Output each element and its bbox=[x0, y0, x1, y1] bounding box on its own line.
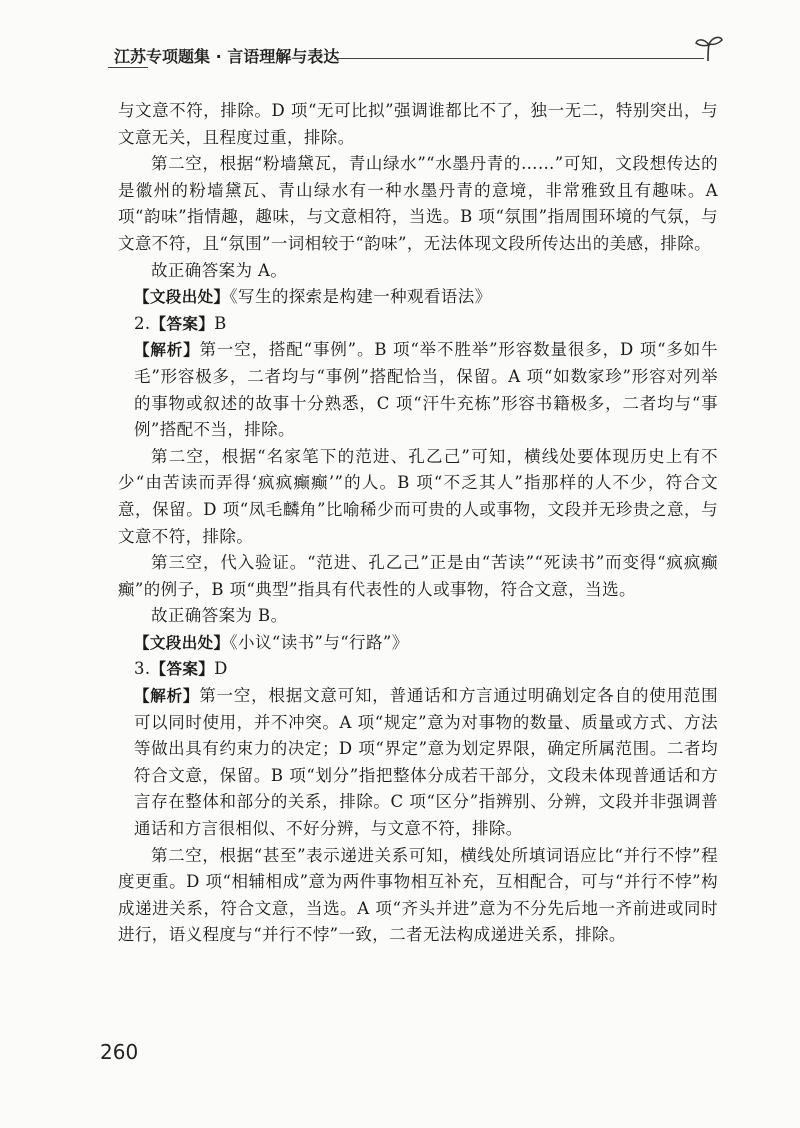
answer-value: D bbox=[214, 659, 228, 679]
page-number: 260 bbox=[100, 1040, 139, 1064]
answer-tag: 【答案】 bbox=[150, 660, 215, 679]
q3-analysis-p2: 第二空，根据“甚至”表示递进关系可知，横线处所填词语应比“并行不悖”程度更重。D 项“相辅相成”意为两件事物相互补充，互相配合，可与“并行不悖”构成递进关系，符合文意，当选。A 项“齐头并进”意为不分先后地一齐前进或同时进行，语义程度与“并行不悖”一致，二者无法构成递进关系，排除。 bbox=[118, 845, 718, 945]
question-number: 2. bbox=[134, 313, 151, 333]
q2-analysis-p3: 第三空，代入验证。“范进、孔乙己”正是由“苦读”“死读书”而变得“疯疯癫癫”的例子，B 项“典型”指具有代表性的人或事物，符合文意，当选。 bbox=[118, 553, 718, 599]
source-tag: 【文段出处】 bbox=[134, 633, 230, 652]
analysis-tag: 【解析】 bbox=[134, 687, 200, 706]
q3-analysis-p1 bbox=[118, 683, 718, 843]
header-rule-short bbox=[108, 67, 148, 68]
q2-answer-line bbox=[118, 311, 718, 338]
source-title: 《写生的探索是构建一种观看语法》 bbox=[229, 287, 492, 307]
source-tag: 【文段出处】 bbox=[134, 288, 230, 307]
paragraph-second-blank: 第二空，根据“粉墙黛瓦，青山绿水”“水墨丹青的……”可知，文段想传达的是徽州的粉墙黛瓦、青山绿水有一种水墨丹青的意境，非常雅致且有趣味。A 项“韵味”指情趣，趣味，与文意相符，当选。B 项“氛围”指周围环境的气氛，与文意不符，且“氛围”一词相较于“韵味”，无法体现文段所传达出的美感，排除。 bbox=[118, 154, 718, 253]
running-header bbox=[108, 40, 708, 70]
q1-conclusion: 故正确答案为 A。 bbox=[151, 260, 288, 280]
page-content bbox=[118, 98, 718, 949]
source-title: 《小议“读书”与“行路”》 bbox=[229, 632, 409, 652]
header-title: 江苏专项题集 · 言语理解与表达 bbox=[114, 47, 340, 66]
q3-answer-line bbox=[118, 656, 718, 683]
header-rule bbox=[334, 58, 704, 59]
analysis-text: 第一空，搭配“事例”。B 项“举不胜举”形容数量很多，D 项“多如牛毛”形容极多，二者均与“事例”搭配恰当，保留。A 项“如数家珍”形容对列举的事物或叙述的故事十分熟悉，C 项“汗牛充栋”形容书籍极多，二者均与“事例”搭配不当，排除。 bbox=[134, 340, 718, 440]
analysis-tag: 【解析】 bbox=[134, 341, 200, 360]
q2-analysis-p1 bbox=[118, 337, 718, 443]
question-number: 3. bbox=[134, 659, 151, 679]
q2-analysis-p2: 第二空，根据“名家笔下的范进、孔乙己”可知，横线处要体现历史上有不少“由苦读而弄得‘疯疯癫癫’”的人。B 项“不乏其人”指那样的人不少，符合文意，保留。D 项“凤毛麟角”比喻稀少而可贵的人或事物，文段并无珍贵之意，与文意不符，排除。 bbox=[118, 446, 718, 546]
q1-source bbox=[118, 284, 718, 311]
answer-tag: 【答案】 bbox=[150, 314, 215, 333]
q2-source bbox=[118, 630, 718, 657]
q2-conclusion: 故正确答案为 B。 bbox=[151, 606, 288, 626]
paragraph-continuation: 与文意不符，排除。D 项“无可比拟”强调谁都比不了，独一无二，特别突出，与文意无关，且程度过重，排除。 bbox=[118, 101, 718, 147]
sprout-icon bbox=[694, 34, 724, 62]
answer-value: B bbox=[214, 313, 227, 333]
analysis-text: 第一空，根据文意可知，普通话和方言通过明确划定各自的使用范围可以同时使用，并不冲突。A 项“规定”意为对事物的数量、质量或方式、方法等做出具有约束力的决定；D 项“界定”意为划定界限，确定所属范围。二者均符合文意，保留。B 项“划分”指把整体分成若干部分，文段未体现普通话和方言存在整体和部分的关系，排除。C 项“区分”指辨别、分辨，文段并非强调普通话和方言很相似、不好分辨，与文意不符，排除。 bbox=[134, 686, 719, 839]
